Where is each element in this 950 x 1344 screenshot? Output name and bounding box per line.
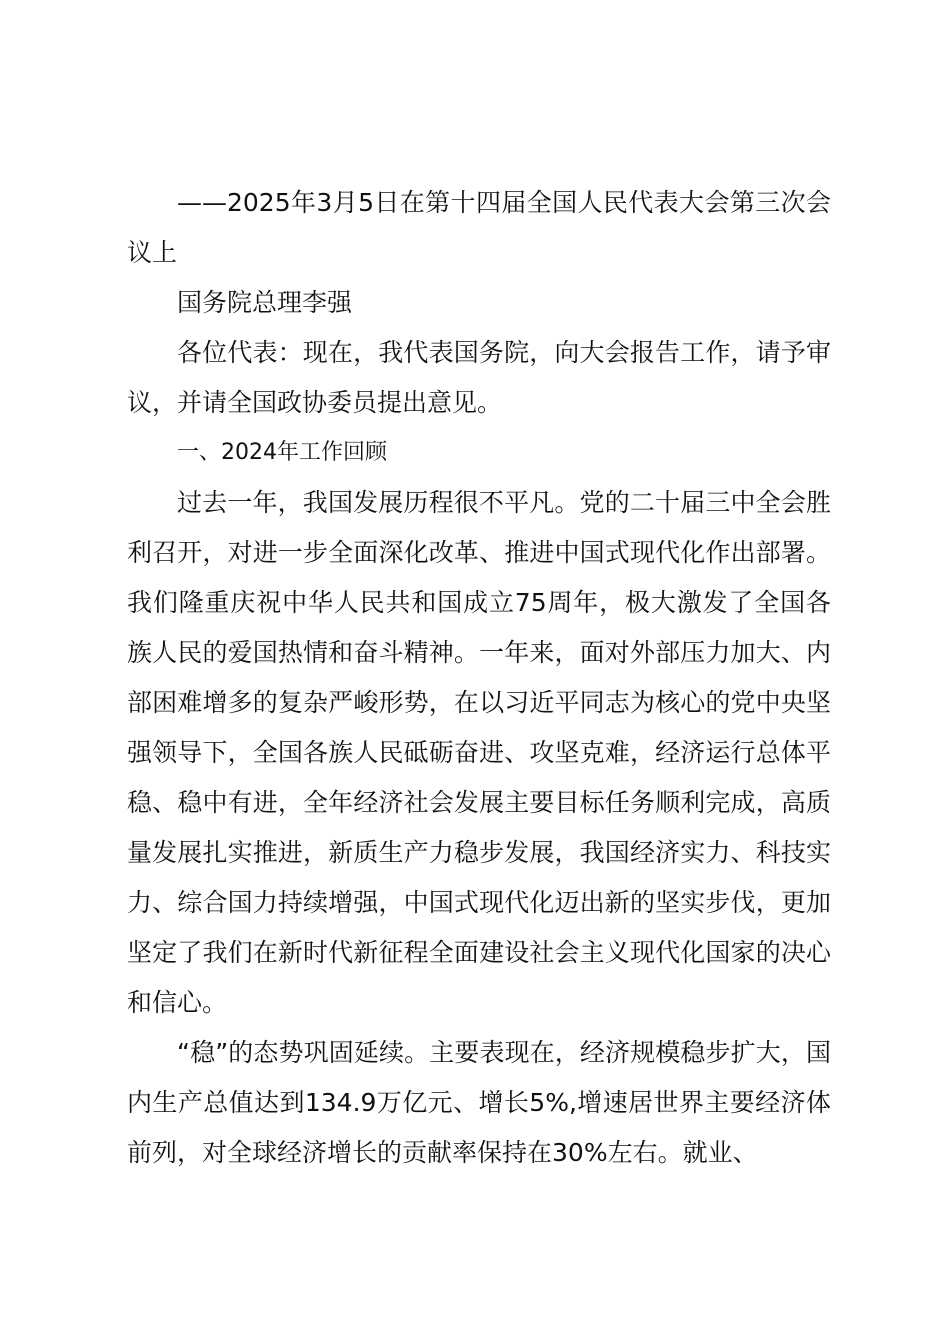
opening-paragraph: 各位代表：现在，我代表国务院，向大会报告工作，请予审议，并请全国政协委员提出意见。 [127, 338, 831, 417]
document-page [127, 178, 831, 1178]
report-author: 国务院总理李强 [177, 288, 353, 317]
stability-paragraph: “稳”的态势巩固延续。主要表现在，经济规模稳步扩大，国内生产总值达到134.9万亿元、增长5%,增速居世界主要经济体前列，对全球经济增长的贡献率保持在30%左右。就业、 [127, 1038, 831, 1167]
section-heading: 一、2024年工作回顾 [177, 440, 387, 465]
report-subtitle: ——2025年3月5日在第十四届全国人民代表大会第三次会议上 [127, 188, 831, 267]
review-paragraph: 过去一年，我国发展历程很不平凡。党的二十届三中全会胜利召开，对进一步全面深化改革、推进中国式现代化作出部署。我们隆重庆祝中华人民共和国成立75周年，极大激发了全国各族人民的爱国热情和奋斗精神。一年来，面对外部压力加大、内部困难增多的复杂严峻形势，在以习近平同志为核心的党中央坚强领导下，全国各族人民砥砺奋进、攻坚克难，经济运行总体平稳、稳中有进，全年经济社会发展主要目标任务顺利完成，高质量发展扎实推进，新质生产力稳步发展，我国经济实力、科技实力、综合国力持续增强，中国式现代化迈出新的坚实步伐，更加坚定了我们在新时代新征程全面建设社会主义现代化国家的决心和信心。 [127, 488, 831, 1017]
